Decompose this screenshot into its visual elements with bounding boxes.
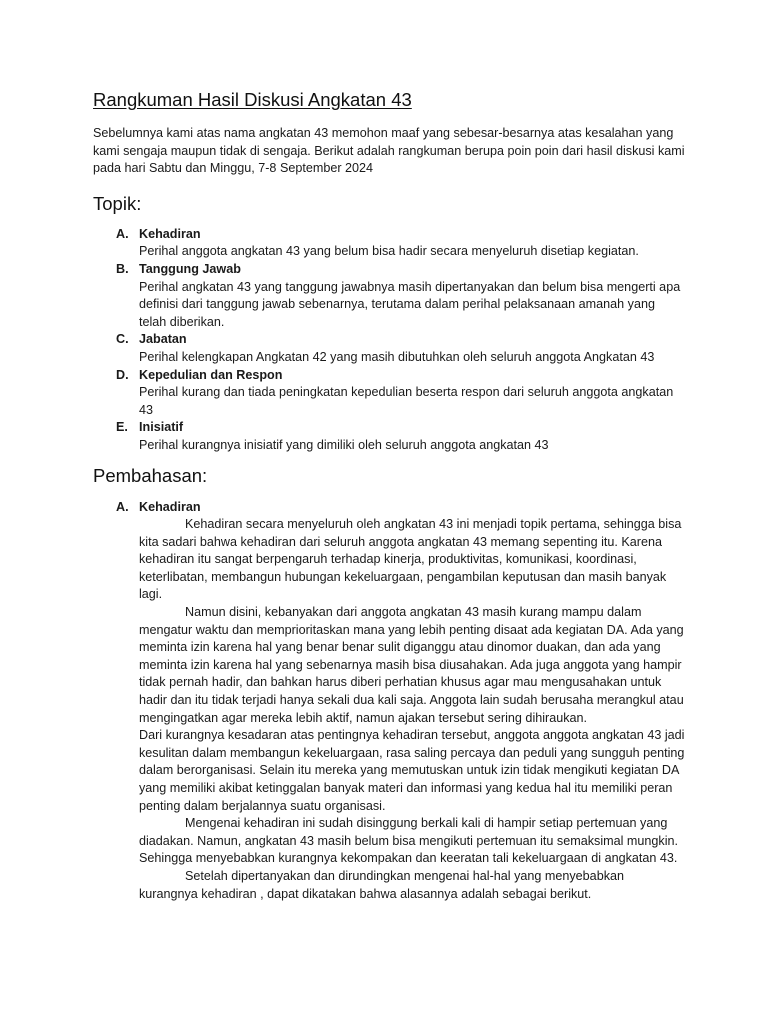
topic-description: Perihal kurangnya inisiatif yang dimiliki oleh seluruh anggota angkatan 43: [139, 437, 549, 452]
discussion-item-title: Kehadiran: [139, 499, 201, 514]
discussion-list: [93, 499, 685, 904]
topic-title: Tanggung Jawab: [139, 261, 241, 276]
discussion-paragraph: Dari kurangnya kesadaran atas pentingnya kehadiran tersebut, anggota anggota angkatan 43 jadi kesulitan dalam membangun kekeluargaan, rasa saling percaya dan peduli yang sungguh penting dalam berorganisasi. Selain itu mereka yang memutuskan untuk izin tidak mengikuti kegiatan DA yang memiliki akibat ketinggalan banyak materi dan informasi yang kedua hal itu memiliki peran penting dalam berjalannya suatu organisasi.: [139, 728, 685, 813]
topic-item-inisiatif: [93, 419, 685, 454]
discussion-paragraph: Setelah dipertanyakan dan dirundingkan mengenai hal-hal yang menyebabkan kurangnya kehadiran , dapat dikatakan bahwa alasannya adalah sebagai berikut.: [139, 868, 624, 901]
discussion-paragraph: Mengenai kehadiran ini sudah disinggung berkali kali di hampir setiap pertemuan yang diadakan. Namun, angkatan 43 masih belum bisa mengikuti pertemuan itu semaksimal mungkin. Sehingga menyebabkan kurangnya kekompakan dan keeratan tali kekeluargaan di angkatan 43.: [139, 816, 679, 866]
discussion-paragraph: Namun disini, kebanyakan dari anggota angkatan 43 masih kurang mampu dalam mengatur waktu dan memprioritaskan mana yang lebih penting disaat ada kegiatan DA. Ada yang meminta izin karena hal yang benar benar sulit diganggu atau dinomor duakan, dan ada yang meminta izin karena hal yang sebenarnya masih bisa diusahakan. Ada juga anggota yang hampir tidak pernah hadir, dan bahkan harus diberi perhatian khusus agar mau mengusahakan untuk hadir dan itu tidak terjadi hanya sekali dua kali saja. Anggota lain sudah berusaha merangkul atau mengingatkan agar mereka lebih aktif, namun ajakan tersebut sering dihiraukan.: [139, 605, 684, 725]
list-marker: D.: [116, 367, 129, 382]
topics-heading: Topik:: [93, 192, 142, 214]
topic-description: Perihal kurang dan tiada peningkatan kepedulian beserta respon dari seluruh anggota angkatan 43: [139, 385, 674, 417]
document-title: Rangkuman Hasil Diskusi Angkatan 43: [93, 89, 412, 110]
topic-item-kepedulian-dan-respon: [93, 367, 685, 420]
list-marker: C.: [116, 332, 129, 347]
list-marker: B.: [116, 261, 129, 276]
topic-description: Perihal anggota angkatan 43 yang belum bisa hadir secara menyeluruh disetiap kegiatan.: [139, 244, 639, 259]
topic-item-jabatan: [93, 331, 685, 366]
topic-title: Inisiatif: [139, 420, 184, 435]
list-marker: A.: [116, 499, 129, 514]
topic-item-tanggung-jawab: [93, 261, 685, 331]
discussion-item-kehadiran: [93, 499, 685, 904]
topic-title: Kehadiran: [139, 226, 201, 241]
discussion-heading: Pembahasan:: [93, 464, 208, 486]
topic-description: Perihal angkatan 43 yang tanggung jawabnya masih dipertanyakan dan belum bisa mengerti apa definisi dari tanggung jawab sebenarnya, terutama dalam perihal pelaksanaan amanah yang telah diberikan.: [139, 279, 681, 329]
topic-title: Jabatan: [139, 332, 187, 347]
list-marker: A.: [116, 226, 129, 241]
document-page: [93, 88, 685, 903]
list-marker: E.: [116, 420, 128, 435]
topic-title: Kepedulian dan Respon: [139, 367, 283, 382]
intro-paragraph: Sebelumnya kami atas nama angkatan 43 memohon maaf yang sebesar-besarnya atas kesalahan yang kami sengaja maupun tidak di sengaja. Berikut adalah rangkuman berupa poin poin dari hasil diskusi kami pada hari Sabtu dan Minggu, 7-8 September 2024: [93, 126, 685, 176]
topic-item-kehadiran: [93, 226, 685, 261]
topics-list: [93, 226, 685, 455]
discussion-paragraph: Kehadiran secara menyeluruh oleh angkatan 43 ini menjadi topik pertama, sehingga bisa kita sadari bahwa kehadiran dari seluruh anggota angkatan 43 memang sepenting itu. Karena kehadiran itu sangat berpengaruh terhadap kinerja, produktivitas, komunikasi, koordinasi, keterlibatan, membangun hubungan kekeluargaan, pengambilan keputusan dan masih banyak lagi.: [139, 517, 682, 602]
topic-description: Perihal kelengkapan Angkatan 42 yang masih dibutuhkan oleh seluruh anggota Angkatan 43: [139, 349, 655, 364]
